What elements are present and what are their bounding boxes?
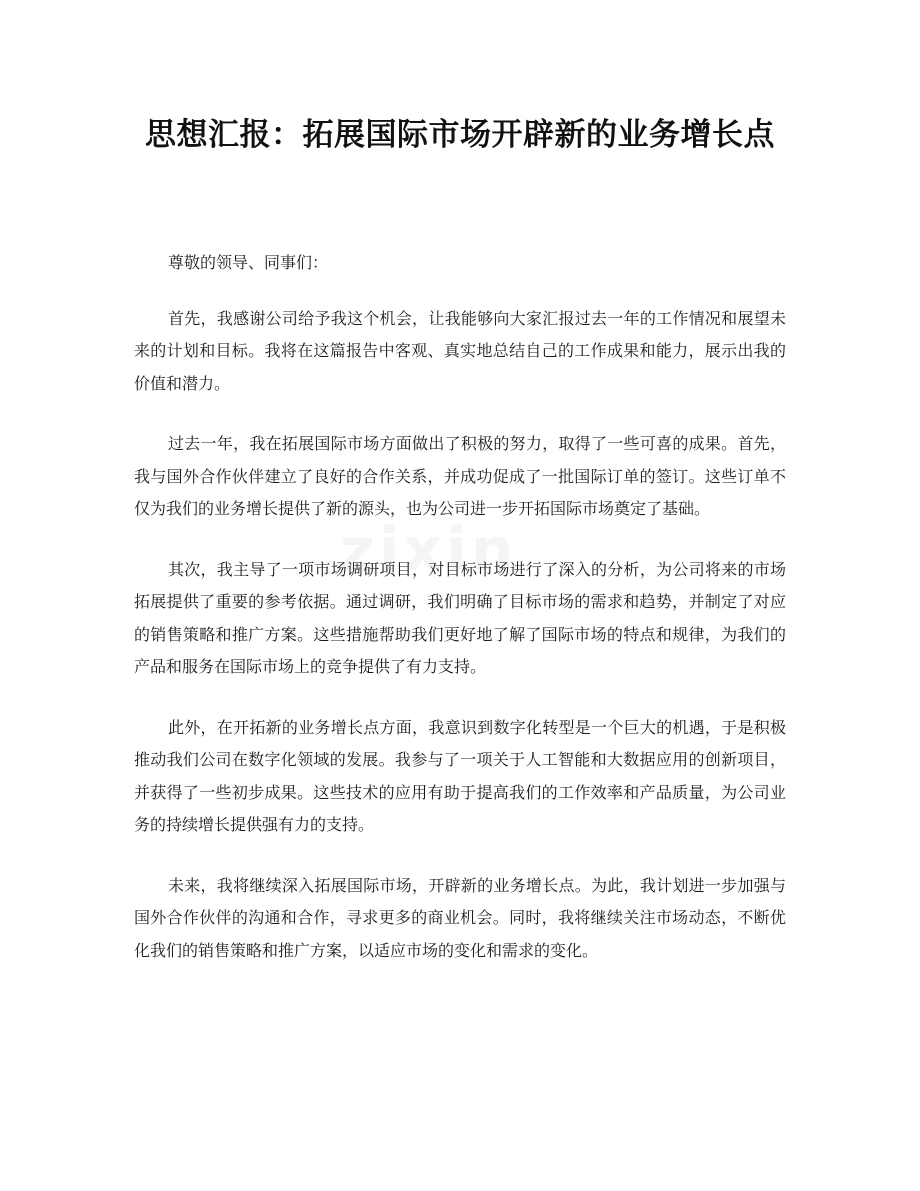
paragraph-3: 其次，我主导了一项市场调研项目，对目标市场进行了深入的分析，为公司将来的市场拓展提供了重要的参考依据。通过调研，我们明确了目标市场的需求和趋势，并制定了对应的销售策略和推广方案。这些措施帮助我们更好地了解了国际市场的特点和规律，为我们的产品和服务在国际市场上的竞争提供了有力支持。 [134, 559, 786, 676]
paragraph-1: 首先，我感谢公司给予我这个机会，让我能够向大家汇报过去一年的工作情况和展望未来的计划和目标。我将在这篇报告中客观、真实地总结自己的工作成果和能力，展示出我的价值和潜力。 [134, 308, 786, 393]
document-body [134, 247, 786, 995]
watermark: zixin [340, 515, 518, 585]
paragraph-5: 未来，我将继续深入拓展国际市场，开辟新的业务增长点。为此，我计划进一步加强与国外合作伙伴的沟通和合作，寻求更多的商业机会。同时，我将继续关注市场动态，不断优化我们的销售策略和推广方案，以适应市场的变化和需求的变化。 [134, 875, 786, 960]
paragraph-4: 此外，在开拓新的业务增长点方面，我意识到数字化转型是一个巨大的机遇，于是积极推动我们公司在数字化领域的发展。我参与了一项关于人工智能和大数据应用的创新项目，并获得了一些初步成果。这些技术的应用有助于提高我们的工作效率和产品质量，为公司业务的持续增长提供强有力的支持。 [134, 717, 786, 834]
paragraph-2: 过去一年，我在拓展国际市场方面做出了积极的努力，取得了一些可喜的成果。首先，我与国外合作伙伴建立了良好的合作关系，并成功促成了一批国际订单的签订。这些订单不仅为我们的业务增长提供了新的源头，也为公司进一步开拓国际市场奠定了基础。 [134, 434, 786, 518]
document-title: 思想汇报：拓展国际市场开辟新的业务增长点 [145, 117, 775, 153]
salutation: 尊敬的领导、同事们： [168, 253, 329, 272]
